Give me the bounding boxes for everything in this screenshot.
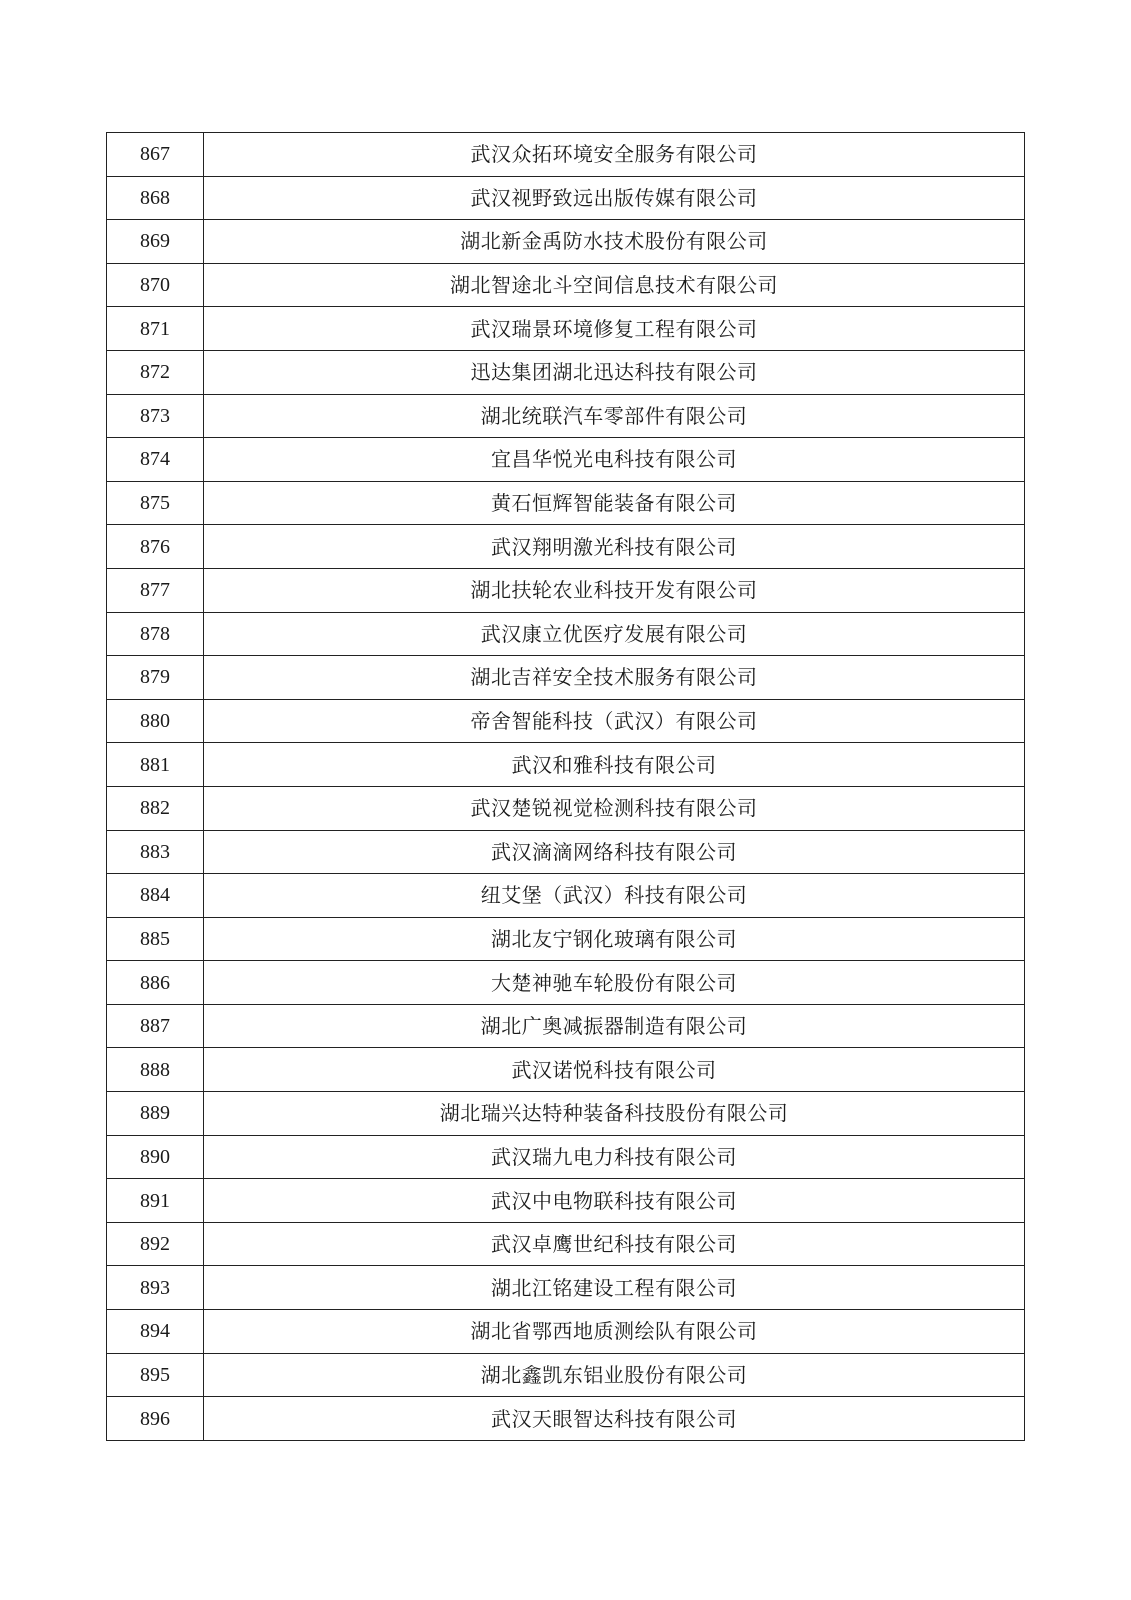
company-name: 湖北瑞兴达特种装备科技股份有限公司 [204, 1092, 1025, 1136]
company-name: 纽艾堡（武汉）科技有限公司 [204, 874, 1025, 918]
row-number: 883 [107, 830, 204, 874]
company-name: 湖北友宁钢化玻璃有限公司 [204, 917, 1025, 961]
row-number: 867 [107, 133, 204, 177]
row-number: 868 [107, 176, 204, 220]
table-row [107, 1310, 1025, 1354]
row-number: 884 [107, 874, 204, 918]
company-name: 武汉众拓环境安全服务有限公司 [204, 133, 1025, 177]
company-name: 武汉滴滴网络科技有限公司 [204, 830, 1025, 874]
row-number: 870 [107, 263, 204, 307]
table-row [107, 917, 1025, 961]
row-number: 877 [107, 568, 204, 612]
table-row [107, 1048, 1025, 1092]
company-name: 武汉瑞景环境修复工程有限公司 [204, 307, 1025, 351]
row-number: 896 [107, 1397, 204, 1441]
row-number: 876 [107, 525, 204, 569]
company-name: 武汉楚锐视觉检测科技有限公司 [204, 786, 1025, 830]
company-list-table [106, 132, 1025, 1441]
table-row [107, 743, 1025, 787]
row-number: 886 [107, 961, 204, 1005]
table-row [107, 1179, 1025, 1223]
table-row [107, 220, 1025, 264]
row-number: 889 [107, 1092, 204, 1136]
company-name: 迅达集团湖北迅达科技有限公司 [204, 350, 1025, 394]
row-number: 888 [107, 1048, 204, 1092]
company-name: 湖北江铭建设工程有限公司 [204, 1266, 1025, 1310]
row-number: 869 [107, 220, 204, 264]
row-number: 880 [107, 699, 204, 743]
row-number: 891 [107, 1179, 204, 1223]
company-name: 湖北省鄂西地质测绘队有限公司 [204, 1310, 1025, 1354]
row-number: 873 [107, 394, 204, 438]
row-number: 887 [107, 1004, 204, 1048]
row-number: 895 [107, 1353, 204, 1397]
row-number: 871 [107, 307, 204, 351]
company-name: 湖北广奥减振器制造有限公司 [204, 1004, 1025, 1048]
table-row [107, 176, 1025, 220]
table-row [107, 394, 1025, 438]
table-row [107, 786, 1025, 830]
company-name: 湖北扶轮农业科技开发有限公司 [204, 568, 1025, 612]
table-row [107, 568, 1025, 612]
table-row [107, 1222, 1025, 1266]
table-row [107, 438, 1025, 482]
company-name: 黄石恒辉智能装备有限公司 [204, 481, 1025, 525]
row-number: 890 [107, 1135, 204, 1179]
row-number: 893 [107, 1266, 204, 1310]
row-number: 875 [107, 481, 204, 525]
table-row [107, 1135, 1025, 1179]
table-row [107, 1266, 1025, 1310]
company-name: 武汉卓鹰世纪科技有限公司 [204, 1222, 1025, 1266]
company-name: 宜昌华悦光电科技有限公司 [204, 438, 1025, 482]
row-number: 881 [107, 743, 204, 787]
table-row [107, 133, 1025, 177]
row-number: 872 [107, 350, 204, 394]
company-name: 湖北智途北斗空间信息技术有限公司 [204, 263, 1025, 307]
company-name: 湖北新金禹防水技术股份有限公司 [204, 220, 1025, 264]
company-list-body [107, 133, 1025, 1441]
table-row [107, 612, 1025, 656]
table-row [107, 1004, 1025, 1048]
table-row [107, 1397, 1025, 1441]
company-name: 大楚神驰车轮股份有限公司 [204, 961, 1025, 1005]
row-number: 874 [107, 438, 204, 482]
table-row [107, 350, 1025, 394]
table-row [107, 263, 1025, 307]
company-name: 武汉和雅科技有限公司 [204, 743, 1025, 787]
company-name: 武汉康立优医疗发展有限公司 [204, 612, 1025, 656]
table-row [107, 830, 1025, 874]
row-number: 879 [107, 656, 204, 700]
company-name: 湖北鑫凯东铝业股份有限公司 [204, 1353, 1025, 1397]
row-number: 894 [107, 1310, 204, 1354]
row-number: 885 [107, 917, 204, 961]
table-row [107, 656, 1025, 700]
row-number: 878 [107, 612, 204, 656]
company-name: 武汉诺悦科技有限公司 [204, 1048, 1025, 1092]
company-name: 武汉中电物联科技有限公司 [204, 1179, 1025, 1223]
table-row [107, 1092, 1025, 1136]
table-row [107, 1353, 1025, 1397]
company-name: 武汉翔明激光科技有限公司 [204, 525, 1025, 569]
table-row [107, 874, 1025, 918]
row-number: 882 [107, 786, 204, 830]
company-name: 武汉天眼智达科技有限公司 [204, 1397, 1025, 1441]
company-name: 帝舍智能科技（武汉）有限公司 [204, 699, 1025, 743]
row-number: 892 [107, 1222, 204, 1266]
table-row [107, 307, 1025, 351]
table-row [107, 961, 1025, 1005]
table-row [107, 481, 1025, 525]
company-name: 武汉视野致远出版传媒有限公司 [204, 176, 1025, 220]
table-row [107, 525, 1025, 569]
table-row [107, 699, 1025, 743]
company-name: 湖北吉祥安全技术服务有限公司 [204, 656, 1025, 700]
company-name: 武汉瑞九电力科技有限公司 [204, 1135, 1025, 1179]
company-name: 湖北统联汽车零部件有限公司 [204, 394, 1025, 438]
